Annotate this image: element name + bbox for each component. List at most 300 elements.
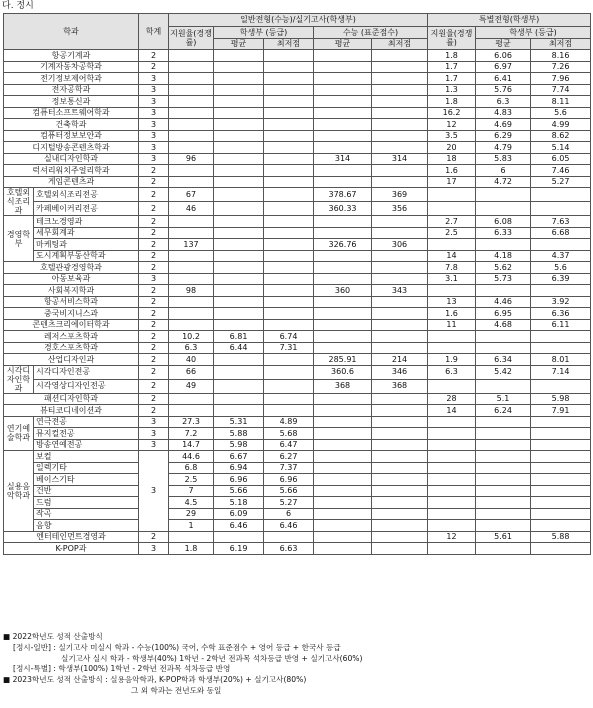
value-cell xyxy=(214,50,264,62)
table-row xyxy=(4,508,591,520)
value-cell: 7 xyxy=(169,485,214,497)
value-cell xyxy=(531,439,591,451)
header-num: 학계 xyxy=(139,14,169,50)
table-row xyxy=(4,331,591,343)
value-cell xyxy=(264,130,314,142)
num-cell: 2 xyxy=(139,379,169,393)
value-cell: 5.88 xyxy=(531,531,591,543)
value-cell xyxy=(264,73,314,85)
value-cell xyxy=(314,342,372,354)
value-cell: 40 xyxy=(169,354,214,366)
value-cell xyxy=(169,319,214,331)
value-cell: 3.5 xyxy=(428,130,476,142)
value-cell xyxy=(314,119,372,131)
value-cell xyxy=(476,202,531,216)
header-suneung: 수능 (표준점수) xyxy=(314,27,428,39)
value-cell xyxy=(428,451,476,463)
value-cell xyxy=(476,474,531,486)
num-cell: 3 xyxy=(139,416,169,428)
header-avg: 평균 xyxy=(214,38,264,50)
dept-cell: 연극전공 xyxy=(34,416,139,428)
value-cell: 5.98 xyxy=(214,439,264,451)
value-cell: 6.74 xyxy=(264,331,314,343)
value-cell: 10.2 xyxy=(169,331,214,343)
value-cell xyxy=(214,107,264,119)
table-row xyxy=(4,319,591,331)
num-cell: 2 xyxy=(139,262,169,274)
value-cell xyxy=(169,531,214,543)
notes xyxy=(3,632,591,697)
value-cell xyxy=(531,497,591,509)
value-cell xyxy=(531,285,591,297)
value-cell: 6.3 xyxy=(169,342,214,354)
table-row xyxy=(4,84,591,96)
dept-cell: 컴퓨터소프트웨어학과 xyxy=(4,107,139,119)
table-row xyxy=(4,416,591,428)
table-row xyxy=(4,342,591,354)
value-cell: 4.79 xyxy=(476,142,531,154)
value-cell: 7.63 xyxy=(531,216,591,228)
value-cell xyxy=(372,176,428,188)
value-cell xyxy=(214,393,264,405)
num-cell: 2 xyxy=(139,176,169,188)
dept-cell: 디지털방송콘텐츠학과 xyxy=(4,142,139,154)
num-cell: 2 xyxy=(139,285,169,297)
value-cell: 6.33 xyxy=(476,227,531,239)
num-cell: 3 xyxy=(139,119,169,131)
value-cell xyxy=(314,142,372,154)
value-cell: 8.16 xyxy=(531,50,591,62)
group-cell: 실용음악학과 xyxy=(4,451,34,532)
value-cell: 4.18 xyxy=(476,250,531,262)
value-cell xyxy=(169,393,214,405)
value-cell: 285.91 xyxy=(314,354,372,366)
value-cell xyxy=(372,428,428,440)
value-cell: 6.3 xyxy=(476,96,531,108)
value-cell: 6.46 xyxy=(214,520,264,532)
value-cell: 4.89 xyxy=(264,416,314,428)
value-cell: 1.3 xyxy=(428,84,476,96)
value-cell xyxy=(428,428,476,440)
value-cell: 6.09 xyxy=(214,508,264,520)
value-cell: 6.36 xyxy=(531,308,591,320)
value-cell xyxy=(428,508,476,520)
value-cell: 137 xyxy=(169,239,214,251)
value-cell xyxy=(531,474,591,486)
value-cell xyxy=(264,107,314,119)
value-cell xyxy=(214,202,264,216)
value-cell xyxy=(314,165,372,177)
value-cell xyxy=(314,462,372,474)
dept-cell: 전기정보제어학과 xyxy=(4,73,139,85)
num-cell: 2 xyxy=(139,296,169,308)
num-cell: 3 xyxy=(139,153,169,165)
value-cell xyxy=(169,142,214,154)
value-cell: 14 xyxy=(428,405,476,417)
value-cell: 7.26 xyxy=(531,61,591,73)
dept-cell: 보컬 xyxy=(34,451,139,463)
value-cell xyxy=(169,130,214,142)
value-cell xyxy=(372,119,428,131)
dept-cell: 도시계획부동산학과 xyxy=(34,250,139,262)
value-cell: 5.73 xyxy=(476,273,531,285)
value-cell xyxy=(214,365,264,379)
value-cell: 4.5 xyxy=(169,497,214,509)
value-cell xyxy=(314,84,372,96)
value-cell xyxy=(214,379,264,393)
value-cell: 5.42 xyxy=(476,365,531,379)
table-row xyxy=(4,202,591,216)
value-cell: 4.69 xyxy=(476,119,531,131)
value-cell: 5.66 xyxy=(264,485,314,497)
table-row xyxy=(4,365,591,379)
value-cell xyxy=(264,165,314,177)
value-cell xyxy=(169,176,214,188)
value-cell xyxy=(169,296,214,308)
table-row xyxy=(4,216,591,228)
value-cell: 4.37 xyxy=(531,250,591,262)
value-cell xyxy=(264,308,314,320)
value-cell xyxy=(372,319,428,331)
value-cell: 17 xyxy=(428,176,476,188)
table-row xyxy=(4,262,591,274)
dept-cell: 테크노경영과 xyxy=(34,216,139,228)
num-cell: 2 xyxy=(139,331,169,343)
value-cell: 5.27 xyxy=(531,176,591,188)
num-cell: 2 xyxy=(139,365,169,379)
value-cell: 5.98 xyxy=(531,393,591,405)
value-cell xyxy=(476,285,531,297)
table-row xyxy=(4,165,591,177)
value-cell: 326.76 xyxy=(314,239,372,251)
value-cell: 49 xyxy=(169,379,214,393)
value-cell xyxy=(428,543,476,555)
value-cell xyxy=(428,497,476,509)
num-cell: 3 xyxy=(139,451,169,532)
dept-cell: 호텔외식조리전공 xyxy=(34,188,139,202)
value-cell xyxy=(531,451,591,463)
dept-cell: 뷰티코디네이션과 xyxy=(4,405,139,417)
value-cell: 7.2 xyxy=(169,428,214,440)
value-cell xyxy=(314,96,372,108)
num-cell: 2 xyxy=(139,250,169,262)
value-cell xyxy=(214,354,264,366)
value-cell: 96 xyxy=(169,153,214,165)
dept-cell: K-POP과 xyxy=(4,543,139,555)
value-cell: 6.24 xyxy=(476,405,531,417)
value-cell: 6.95 xyxy=(476,308,531,320)
value-cell: 1.8 xyxy=(428,50,476,62)
dept-cell: 시각디자인전공 xyxy=(34,365,139,379)
header-min: 최저점 xyxy=(264,38,314,50)
value-cell xyxy=(169,405,214,417)
value-cell: 6.08 xyxy=(476,216,531,228)
value-cell xyxy=(314,485,372,497)
value-cell xyxy=(314,308,372,320)
num-cell: 2 xyxy=(139,354,169,366)
table-row xyxy=(4,239,591,251)
value-cell: 6.96 xyxy=(264,474,314,486)
value-cell: 6.47 xyxy=(264,439,314,451)
num-cell: 2 xyxy=(139,342,169,354)
value-cell xyxy=(372,142,428,154)
value-cell xyxy=(314,416,372,428)
value-cell: 5.6 xyxy=(531,262,591,274)
value-cell xyxy=(264,239,314,251)
value-cell: 8.11 xyxy=(531,96,591,108)
value-cell xyxy=(372,216,428,228)
note-line: [정시-일반] : 실기고사 미실시 학과 - 수능(100%) 국어, 수학 표준점수 + 영어 등급 + 한국사 등급 xyxy=(13,642,341,652)
value-cell xyxy=(314,319,372,331)
value-cell xyxy=(372,439,428,451)
value-cell xyxy=(214,405,264,417)
value-cell: 6.05 xyxy=(531,153,591,165)
dept-cell: 마케팅과 xyxy=(34,239,139,251)
dept-cell: 정보통신과 xyxy=(4,96,139,108)
value-cell xyxy=(264,153,314,165)
dept-cell: 아동보육과 xyxy=(4,273,139,285)
dept-cell: 호텔관광경영학과 xyxy=(4,262,139,274)
value-cell xyxy=(428,416,476,428)
value-cell: 5.1 xyxy=(476,393,531,405)
value-cell: 2.7 xyxy=(428,216,476,228)
value-cell xyxy=(531,202,591,216)
value-cell xyxy=(476,379,531,393)
num-cell: 3 xyxy=(139,107,169,119)
value-cell xyxy=(214,296,264,308)
value-cell: 1.8 xyxy=(428,96,476,108)
value-cell: 346 xyxy=(372,365,428,379)
value-cell xyxy=(214,153,264,165)
value-cell: 6.41 xyxy=(476,73,531,85)
table-row xyxy=(4,130,591,142)
value-cell xyxy=(214,176,264,188)
dept-cell: 게임콘텐츠과 xyxy=(4,176,139,188)
group-cell: 경영학부 xyxy=(4,216,34,262)
value-cell xyxy=(214,96,264,108)
value-cell xyxy=(428,462,476,474)
value-cell xyxy=(372,84,428,96)
value-cell xyxy=(372,531,428,543)
value-cell: 6.63 xyxy=(264,543,314,555)
dept-cell: 레저스포츠학과 xyxy=(4,331,139,343)
value-cell: 6.81 xyxy=(214,331,264,343)
value-cell xyxy=(264,216,314,228)
table-row xyxy=(4,250,591,262)
value-cell xyxy=(264,379,314,393)
num-cell: 2 xyxy=(139,319,169,331)
value-cell: 6.3 xyxy=(428,365,476,379)
num-cell: 2 xyxy=(139,393,169,405)
value-cell xyxy=(214,119,264,131)
value-cell xyxy=(531,239,591,251)
header-record: 학생부 (등급) xyxy=(214,27,314,39)
dept-cell: 방송연예전공 xyxy=(34,439,139,451)
value-cell: 1.7 xyxy=(428,61,476,73)
note-line: 실기고사 실시 학과 - 학생부(40%) 1학년 - 2학년 전과목 석차등급 반영 + 실기고사(60%) xyxy=(61,653,363,663)
value-cell xyxy=(314,405,372,417)
value-cell xyxy=(428,439,476,451)
value-cell: 7.8 xyxy=(428,262,476,274)
table-row xyxy=(4,285,591,297)
value-cell xyxy=(428,202,476,216)
num-cell: 2 xyxy=(139,61,169,73)
value-cell xyxy=(264,50,314,62)
value-cell: 378.67 xyxy=(314,188,372,202)
value-cell xyxy=(428,342,476,354)
value-cell xyxy=(531,485,591,497)
value-cell: 6.68 xyxy=(531,227,591,239)
value-cell: 98 xyxy=(169,285,214,297)
value-cell xyxy=(264,273,314,285)
table-row xyxy=(4,405,591,417)
table-row xyxy=(4,485,591,497)
value-cell: 3.92 xyxy=(531,296,591,308)
value-cell xyxy=(531,462,591,474)
value-cell: 4.99 xyxy=(531,119,591,131)
value-cell: 1.9 xyxy=(428,354,476,366)
value-cell: 12 xyxy=(428,531,476,543)
value-cell: 5.83 xyxy=(476,153,531,165)
value-cell xyxy=(214,250,264,262)
num-cell: 2 xyxy=(139,239,169,251)
value-cell xyxy=(314,428,372,440)
table-row xyxy=(4,474,591,486)
num-cell: 2 xyxy=(139,531,169,543)
value-cell: 29 xyxy=(169,508,214,520)
table-row xyxy=(4,119,591,131)
table-row xyxy=(4,497,591,509)
value-cell: 8.01 xyxy=(531,354,591,366)
dept-cell: 패션디자인학과 xyxy=(4,393,139,405)
dept-cell: 컴퓨터정보보안과 xyxy=(4,130,139,142)
table-row xyxy=(4,296,591,308)
value-cell: 27.3 xyxy=(169,416,214,428)
table-row xyxy=(4,273,591,285)
dept-cell: 항공서비스학과 xyxy=(4,296,139,308)
value-cell: 5.61 xyxy=(476,531,531,543)
value-cell: 356 xyxy=(372,202,428,216)
value-cell: 368 xyxy=(372,379,428,393)
value-cell xyxy=(476,188,531,202)
value-cell xyxy=(169,119,214,131)
value-cell xyxy=(314,61,372,73)
value-cell: 306 xyxy=(372,239,428,251)
num-cell: 2 xyxy=(139,216,169,228)
value-cell xyxy=(169,50,214,62)
num-cell: 3 xyxy=(139,96,169,108)
value-cell xyxy=(531,428,591,440)
value-cell xyxy=(531,379,591,393)
value-cell: 7.37 xyxy=(264,462,314,474)
value-cell: 13 xyxy=(428,296,476,308)
value-cell: 6.19 xyxy=(214,543,264,555)
table-row xyxy=(4,439,591,451)
value-cell xyxy=(372,451,428,463)
dept-cell: 사회복지학과 xyxy=(4,285,139,297)
value-cell xyxy=(372,416,428,428)
header-avg: 평균 xyxy=(314,38,372,50)
value-cell xyxy=(214,188,264,202)
value-cell: 6.44 xyxy=(214,342,264,354)
table-row xyxy=(4,451,591,463)
value-cell xyxy=(169,96,214,108)
value-cell xyxy=(314,227,372,239)
value-cell xyxy=(169,262,214,274)
value-cell: 66 xyxy=(169,365,214,379)
value-cell: 7.31 xyxy=(264,342,314,354)
value-cell: 6.06 xyxy=(476,50,531,62)
value-cell xyxy=(169,107,214,119)
table-row xyxy=(4,462,591,474)
value-cell: 6.46 xyxy=(264,520,314,532)
table-row xyxy=(4,107,591,119)
value-cell: 5.31 xyxy=(214,416,264,428)
value-cell xyxy=(264,296,314,308)
value-cell xyxy=(314,451,372,463)
value-cell xyxy=(214,130,264,142)
value-cell xyxy=(264,262,314,274)
value-cell: 67 xyxy=(169,188,214,202)
table-row xyxy=(4,96,591,108)
value-cell xyxy=(476,497,531,509)
value-cell: 1.8 xyxy=(169,543,214,555)
value-cell: 12 xyxy=(428,119,476,131)
value-cell: 18 xyxy=(428,153,476,165)
value-cell xyxy=(214,142,264,154)
value-cell xyxy=(314,331,372,343)
value-cell: 7.46 xyxy=(531,165,591,177)
value-cell xyxy=(476,543,531,555)
value-cell xyxy=(214,84,264,96)
value-cell xyxy=(372,107,428,119)
dept-cell: 뮤지컬전공 xyxy=(34,428,139,440)
value-cell xyxy=(372,485,428,497)
value-cell xyxy=(531,416,591,428)
table-row xyxy=(4,428,591,440)
value-cell: 1 xyxy=(169,520,214,532)
value-cell xyxy=(214,239,264,251)
table-row xyxy=(4,50,591,62)
admission-table xyxy=(3,13,591,555)
num-cell: 2 xyxy=(139,50,169,62)
value-cell: 5.27 xyxy=(264,497,314,509)
value-cell: 28 xyxy=(428,393,476,405)
value-cell xyxy=(372,393,428,405)
value-cell xyxy=(372,308,428,320)
value-cell: 4.72 xyxy=(476,176,531,188)
num-cell: 2 xyxy=(139,405,169,417)
value-cell: 5.18 xyxy=(214,497,264,509)
value-cell xyxy=(476,462,531,474)
value-cell xyxy=(264,61,314,73)
value-cell xyxy=(314,497,372,509)
value-cell: 5.62 xyxy=(476,262,531,274)
value-cell xyxy=(372,273,428,285)
value-cell xyxy=(372,50,428,62)
value-cell xyxy=(428,285,476,297)
value-cell: 343 xyxy=(372,285,428,297)
value-cell: 6 xyxy=(264,508,314,520)
num-cell: 2 xyxy=(139,188,169,202)
value-cell xyxy=(314,474,372,486)
value-cell: 2.5 xyxy=(169,474,214,486)
value-cell: 7.14 xyxy=(531,365,591,379)
value-cell xyxy=(476,485,531,497)
value-cell xyxy=(531,508,591,520)
value-cell xyxy=(314,73,372,85)
value-cell: 6.96 xyxy=(214,474,264,486)
